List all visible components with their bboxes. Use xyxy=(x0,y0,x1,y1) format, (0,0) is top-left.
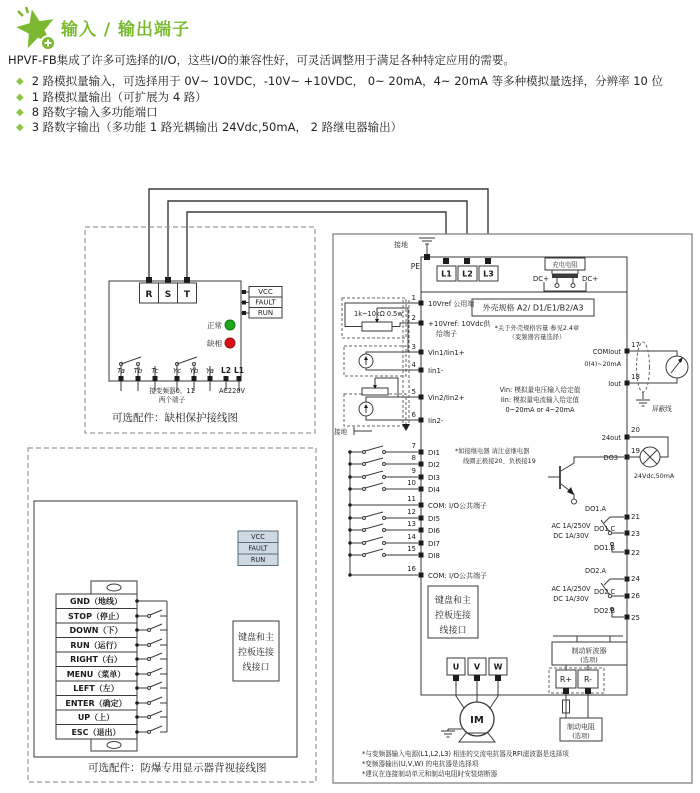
svg-text:制动斩波器: 制动斩波器 xyxy=(571,647,607,655)
svg-text:7: 7 xyxy=(411,442,416,450)
kb-interface-line2: 控板连接 xyxy=(237,648,275,658)
svg-text:制动电阻: 制动电阻 xyxy=(567,723,595,731)
svg-text:14: 14 xyxy=(407,533,416,541)
svg-text:23: 23 xyxy=(631,530,640,538)
footnote-1: *与变频器输入电源(L1,L2,L3) 相连的交流电抗器及RFI滤波器是选择项 xyxy=(362,750,569,758)
run-label: RUN xyxy=(250,556,266,564)
svg-text:Iin2-: Iin2- xyxy=(428,417,444,425)
svg-text:DC 1A/30V: DC 1A/30V xyxy=(553,532,589,540)
svg-text:1: 1 xyxy=(411,294,416,302)
svg-text:16: 16 xyxy=(407,565,416,573)
svg-text:3: 3 xyxy=(411,343,416,351)
svg-text:DO2.C: DO2.C xyxy=(594,588,616,596)
box2-caption: 可选配件：防爆专用显示器背视接线图 xyxy=(88,762,267,774)
fault-label: FAULT xyxy=(248,544,268,553)
phase-loss-option-box xyxy=(85,227,315,433)
bullet-item xyxy=(16,119,402,135)
enclosure-spec: 外壳规格 A2/ D1/E1/B2/A3 xyxy=(482,303,584,313)
svg-text:11: 11 xyxy=(407,495,416,503)
svg-text:(选项): (选项) xyxy=(580,657,598,664)
svg-text:DO1.B: DO1.B xyxy=(594,544,616,552)
svg-text:L3: L3 xyxy=(483,269,494,279)
svg-text:COM: I/O公共端子: COM: I/O公共端子 xyxy=(428,572,487,580)
display-option-box xyxy=(28,448,316,782)
diamond-bullet-icon: ◆ xyxy=(16,122,24,133)
kb-line3: 线接口 xyxy=(439,626,467,636)
vcc-label: VCC xyxy=(251,533,265,541)
svg-text:DO2.B: DO2.B xyxy=(594,607,616,615)
svg-text:24out: 24out xyxy=(601,434,621,442)
terminal-s: S xyxy=(164,290,172,300)
svg-text:DI2: DI2 xyxy=(428,461,440,469)
svg-text:18: 18 xyxy=(631,373,640,381)
svg-text:Iout: Iout xyxy=(608,380,621,388)
bt-ya: Ya xyxy=(206,367,214,375)
svg-text:8: 8 xyxy=(411,454,416,462)
bt-l2: L2 xyxy=(221,366,231,375)
svg-text:DI6: DI6 xyxy=(428,527,440,535)
svg-text:20: 20 xyxy=(631,426,640,434)
svg-text:(选项): (选项) xyxy=(572,733,590,740)
diamond-bullet-icon: ◆ xyxy=(16,107,24,118)
relay-note2: 线圈正极接20、负极接19 xyxy=(463,458,536,465)
bt-tb: Tb xyxy=(133,367,143,375)
svg-text:DC+: DC+ xyxy=(582,275,599,283)
svg-text:V: V xyxy=(473,662,481,672)
footnote-2: *变频器输出(U,V,W) 的电抗器是选择项 xyxy=(362,760,479,768)
svg-text:接地: 接地 xyxy=(394,241,408,249)
svg-text:AC 1A/250V: AC 1A/250V xyxy=(551,522,591,530)
bt-l1: L1 xyxy=(234,366,244,375)
svg-text:6: 6 xyxy=(411,411,416,419)
svg-text:2: 2 xyxy=(411,314,416,322)
bt-yb: Yb xyxy=(189,367,199,375)
svg-text:9: 9 xyxy=(411,467,416,475)
kb-line2: 控板连接 xyxy=(434,611,472,621)
relay-note1: *如接继电器 请注意继电器 xyxy=(455,448,530,455)
box1-note1: 接变频器0、11 xyxy=(149,387,195,395)
intro-text: HPVF-FB集成了许多可选择的I/O，这些I/O的兼容性好，可灵活调整用于满足各种特定应用的需要。 xyxy=(8,53,515,67)
run-label: RUN xyxy=(257,309,274,317)
input-phase-terminals xyxy=(437,258,498,281)
svg-text:25: 25 xyxy=(631,614,640,622)
bt-ta: Ta xyxy=(117,367,125,375)
shield-ground-label: 接地 xyxy=(334,428,348,436)
svg-text:Vin2/Iin2+: Vin2/Iin2+ xyxy=(428,394,465,402)
svg-text:COMIout: COMIout xyxy=(592,348,621,356)
svg-text:DI7: DI7 xyxy=(428,540,440,548)
kb-interface-line1: 键盘和主 xyxy=(237,633,275,643)
svg-text:DO3: DO3 xyxy=(603,454,618,462)
svg-text:L2: L2 xyxy=(462,269,473,279)
svg-text:24: 24 xyxy=(631,575,640,583)
bullet-item xyxy=(16,104,158,120)
box1-note2: 两个端子 xyxy=(158,396,186,404)
terminal-r: R xyxy=(145,290,153,300)
lamp-rating: 24Vdc,50mA xyxy=(634,473,675,480)
box1-caption: 可选配件：缺相保护接线图 xyxy=(112,412,238,424)
vin-note1: Vin: 模拟量电压输入给定值 xyxy=(499,386,581,394)
bt-yc: Yc xyxy=(172,367,182,375)
normal-led xyxy=(225,320,235,330)
svg-text:RUN（运行）: RUN（运行） xyxy=(70,641,122,650)
phase-loss-led xyxy=(225,338,235,348)
bullet-text: 2 路模拟量输入，可选择用于 0V~ 10VDC，-10V~ +10VDC， 0~ 20mA，4~ 20mA 等多种模拟量选择，分辨率 10 位 xyxy=(31,74,664,88)
svg-text:DO1.C: DO1.C xyxy=(594,525,616,533)
normal-led-label: 正常 xyxy=(207,321,222,330)
svg-text:10Vref 公用端: 10Vref 公用端 xyxy=(428,300,475,308)
svg-text:L1: L1 xyxy=(441,269,452,279)
main-drive-diagram xyxy=(333,234,692,783)
vin-note3: 0~20mA or 4~20mA xyxy=(505,406,575,414)
bullet-text: 1 路模拟量输出（可扩展为 4 路） xyxy=(31,90,207,104)
shield-wire-label: 屏蔽线 xyxy=(652,405,672,413)
svg-text:DI8: DI8 xyxy=(428,552,440,560)
svg-text:1k~10kΩ 0.5w: 1k~10kΩ 0.5w xyxy=(354,310,403,318)
svg-text:MENU（菜单）: MENU（菜单） xyxy=(66,670,126,679)
svg-text:ENTER（确定）: ENTER（确定） xyxy=(65,699,127,708)
svg-text:Vin1/Iin1+: Vin1/Iin1+ xyxy=(428,349,465,357)
svg-text:+10Vref: 10Vdc供: +10Vref: 10Vdc供 xyxy=(428,320,491,328)
motor-label: IM xyxy=(470,715,484,726)
fault-label: FAULT xyxy=(255,298,276,307)
svg-text:DC 1A/30V: DC 1A/30V xyxy=(553,595,589,603)
svg-text:DI1: DI1 xyxy=(428,449,440,457)
svg-text:UP（上）: UP（上） xyxy=(77,713,115,722)
svg-text:19: 19 xyxy=(631,447,640,455)
svg-text:U: U xyxy=(452,662,460,672)
phase-loss-led-label: 缺相 xyxy=(207,339,222,348)
diamond-bullet-icon: ◆ xyxy=(16,76,24,87)
svg-text:Iin1-: Iin1- xyxy=(428,367,444,375)
svg-text:PE: PE xyxy=(410,262,420,271)
bullet-item xyxy=(16,73,663,89)
svg-text:给端子: 给端子 xyxy=(436,330,457,338)
bullet-item xyxy=(16,89,207,105)
svg-text:DC+: DC+ xyxy=(532,275,549,283)
svg-text:DOWN（下）: DOWN（下） xyxy=(69,626,123,635)
svg-text:DI4: DI4 xyxy=(428,486,440,494)
svg-text:22: 22 xyxy=(631,549,640,557)
enclosure-note1: *关于外壳规格容量 参见2.4章 xyxy=(494,325,580,332)
svg-text:RIGHT（右）: RIGHT（右） xyxy=(70,655,122,664)
vcc-label: VCC xyxy=(258,288,273,296)
enclosure-note2: （变频器容量选择） xyxy=(508,334,566,341)
page-title: 输入 / 输出端子 xyxy=(61,20,191,40)
svg-text:DO1.A: DO1.A xyxy=(585,505,607,513)
svg-text:ESC（退出）: ESC（退出） xyxy=(71,728,121,737)
bullet-text: 8 路数字输入多功能端口 xyxy=(31,105,158,119)
svg-text:R+: R+ xyxy=(559,675,573,684)
svg-text:COM: I/O公共端子: COM: I/O公共端子 xyxy=(428,502,487,510)
svg-text:0(4)~20mA: 0(4)~20mA xyxy=(584,361,621,368)
svg-text:5: 5 xyxy=(411,388,416,396)
svg-text:充电电阻: 充电电阻 xyxy=(552,261,578,269)
kb-line1: 键盘和主 xyxy=(434,596,472,606)
svg-text:DO2.A: DO2.A xyxy=(585,567,607,575)
terminal-t: T xyxy=(183,290,191,300)
svg-text:12: 12 xyxy=(407,508,416,516)
footnote-3: *建议在连接制动单元和制动电阻时安装熔断器 xyxy=(362,770,498,778)
diamond-bullet-icon: ◆ xyxy=(16,92,24,103)
svg-text:R-: R- xyxy=(583,675,593,684)
svg-text:GND（地线）: GND（地线） xyxy=(70,597,122,606)
svg-text:STOP（停止）: STOP（停止） xyxy=(68,612,124,621)
kb-interface-line3: 线接口 xyxy=(242,663,270,673)
svg-text:AC 1A/250V: AC 1A/250V xyxy=(551,585,591,593)
svg-text:4: 4 xyxy=(411,361,416,369)
bullet-text: 3 路数字输出（多功能 1 路光耦输出 24Vdc,50mA， 2 路继电器输出） xyxy=(31,120,403,134)
svg-text:DI5: DI5 xyxy=(428,515,440,523)
svg-text:DI3: DI3 xyxy=(428,474,440,482)
svg-text:13: 13 xyxy=(407,520,416,528)
bt-tc: Tc xyxy=(151,367,159,375)
svg-text:21: 21 xyxy=(631,513,640,521)
star-icon xyxy=(12,5,60,53)
svg-text:LEFT（左）: LEFT（左） xyxy=(73,684,119,693)
svg-text:15: 15 xyxy=(407,545,416,553)
svg-text:10: 10 xyxy=(407,479,416,487)
svg-text:W: W xyxy=(493,662,503,672)
svg-text:26: 26 xyxy=(631,592,640,600)
vin-note2: Iin: 模拟量电流输入给定值 xyxy=(500,396,580,404)
svg-text:17: 17 xyxy=(631,341,640,349)
box1-ac220v: AC220V xyxy=(218,387,246,395)
